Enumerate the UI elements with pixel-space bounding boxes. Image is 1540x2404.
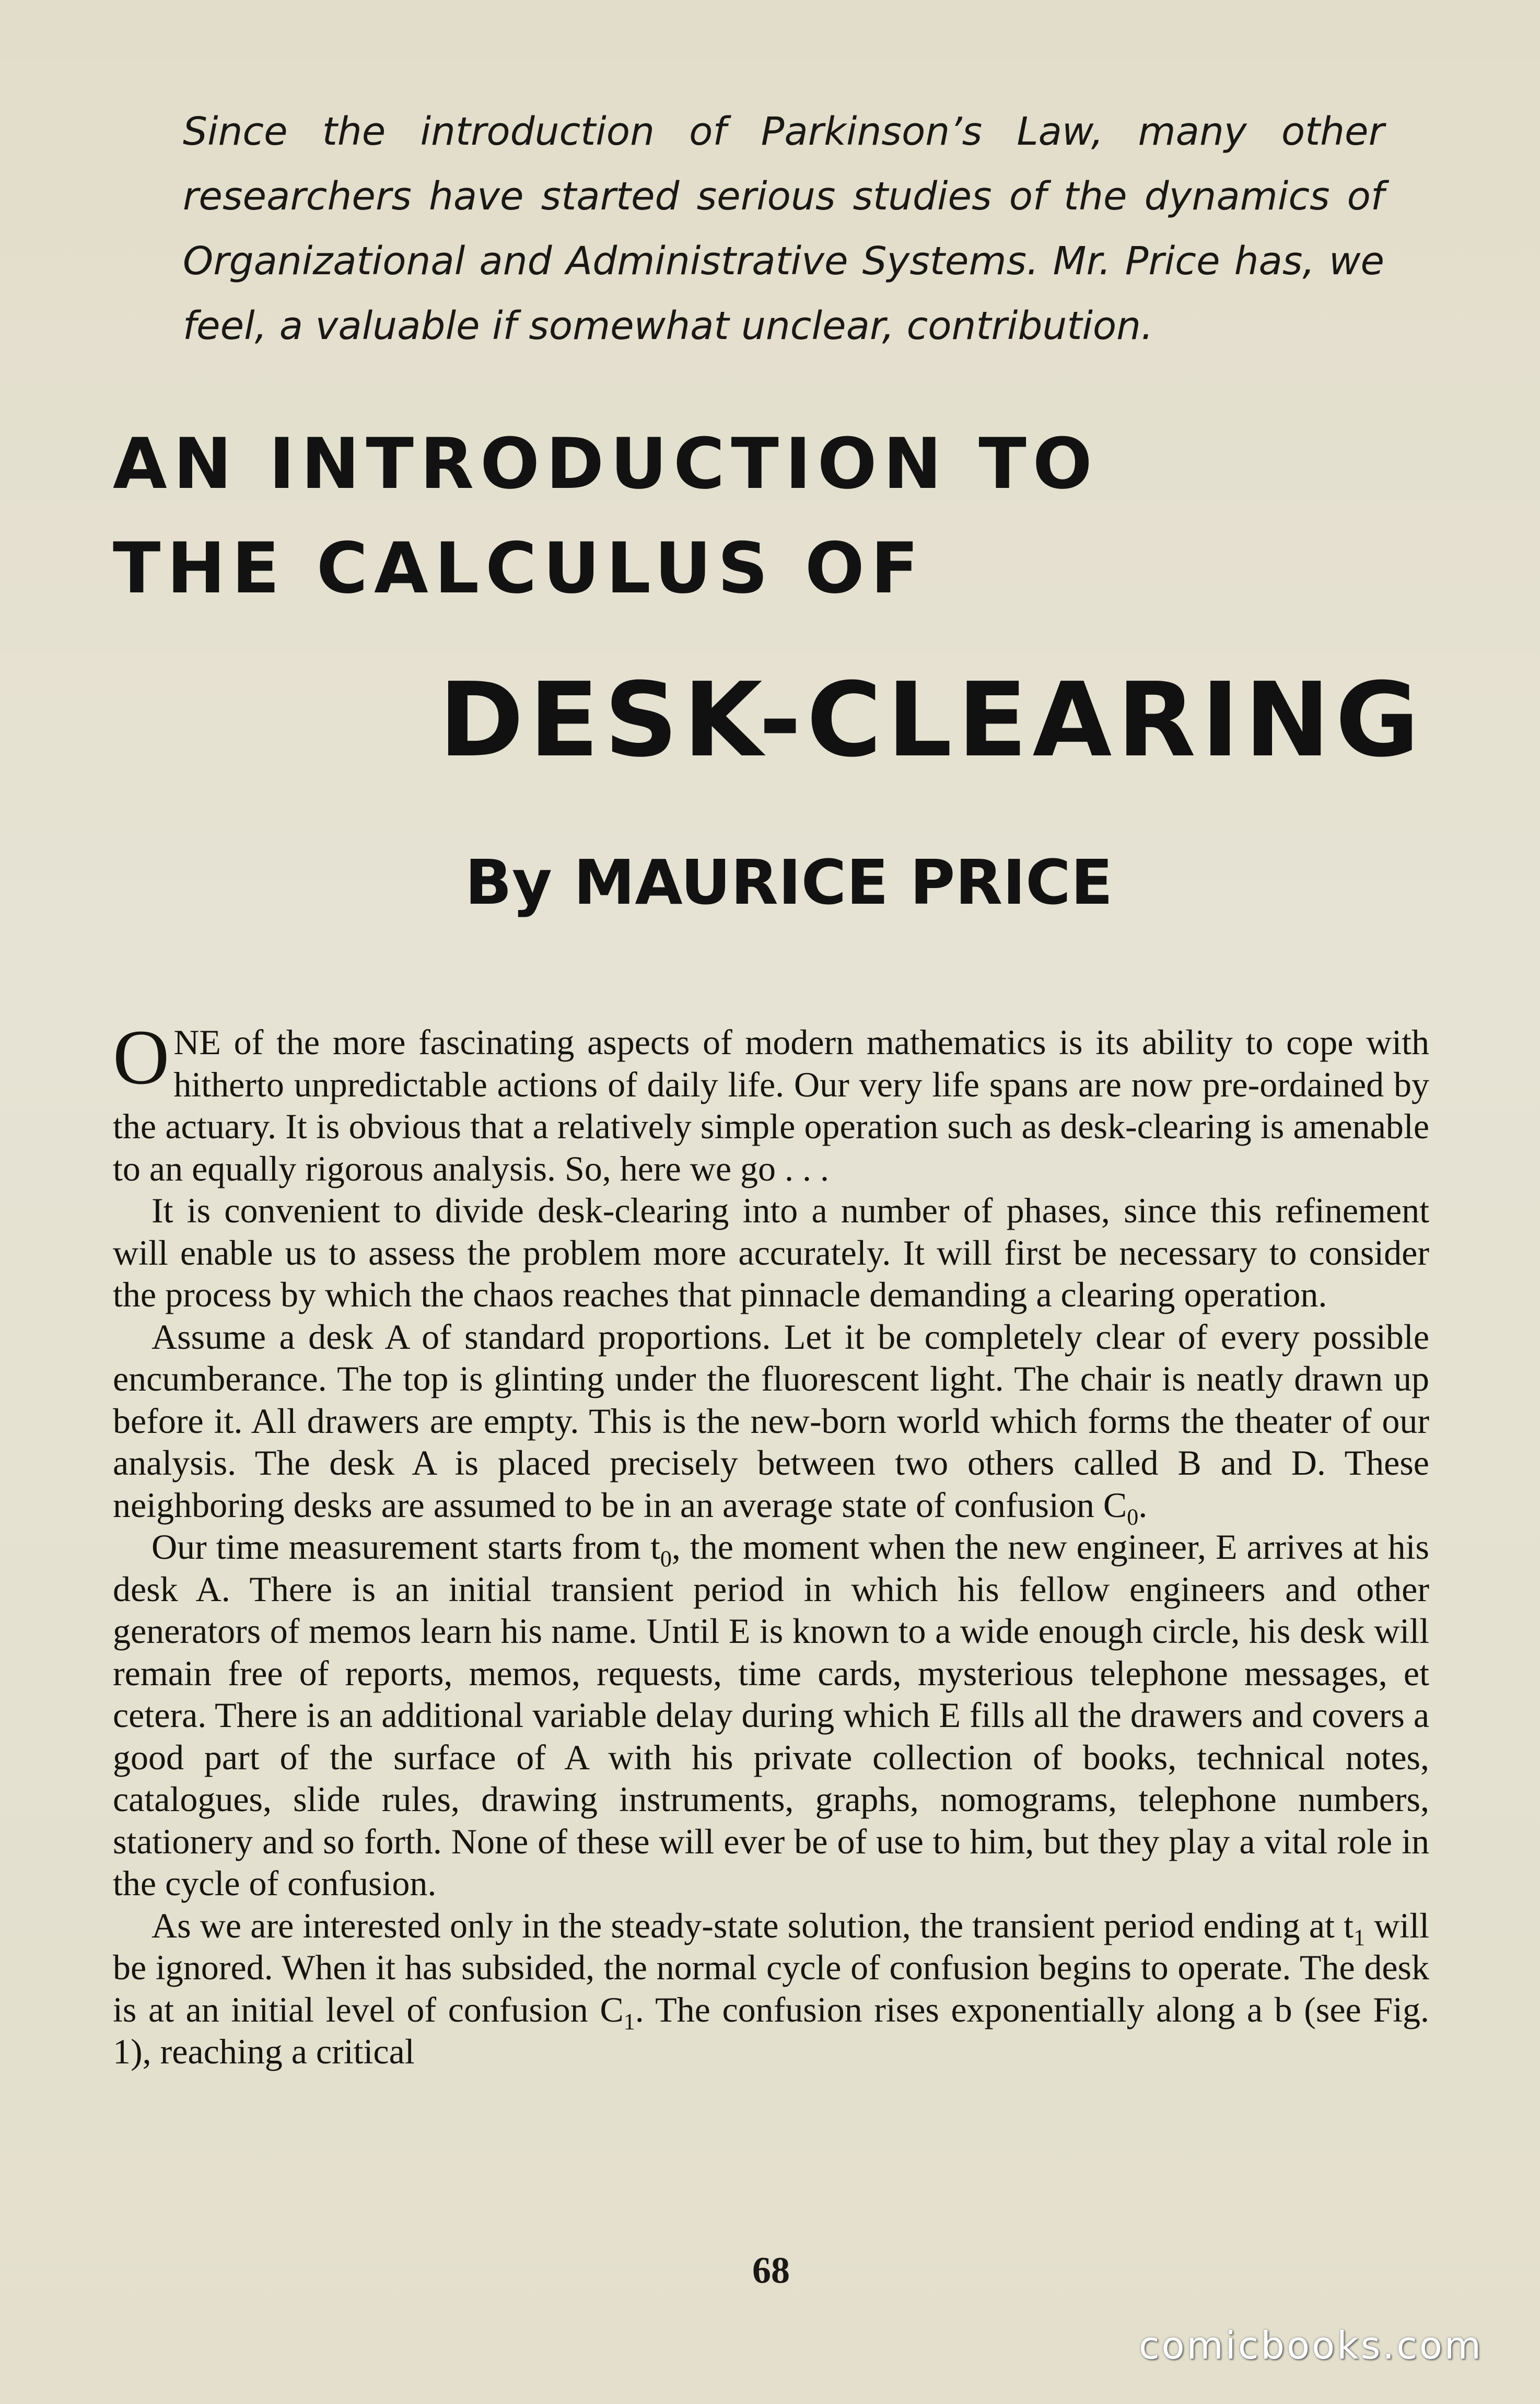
page-number: 68 xyxy=(752,2249,790,2291)
subscript: 1 xyxy=(1354,1924,1365,1951)
paragraph-4-text-a: Our time measurement starts from t xyxy=(151,1527,660,1567)
paragraph-4 xyxy=(113,1526,1429,1905)
drop-cap: O xyxy=(113,1014,170,1101)
paragraph-4-text-b: , the moment when the new engineer, E arrives at his desk A. There is an initial transient period in which his fellow engineers and other generators of memos learn his name. Until E is known to a wide enough circle, his desk will remain free of reports, memos, requests, time cards, mysterious telephone messages, et cetera. There is an additional variable delay during which E fills all the drawers and covers a good part of the surface of A with his private collection of books, technical notes, catalogues, slide rules, drawing instruments, graphs, nomograms, telephone numbers, stationery and so forth. None of these will ever be of use to him, but they play a vital role in the cycle of confusion. xyxy=(113,1527,1430,1903)
paragraph-1-text: NE of the more fascinating aspects of modern mathematics is its ability to cope with hitherto unpredictable actions of daily life. Our very life spans are now pre-ordained by the actuary. It is obvious that a relatively simple operation such as desk-clearing is amenable to an equally rigorous analysis. So, here we go . . . xyxy=(113,1022,1429,1188)
title-line-1: AN INTRODUCTION TO xyxy=(113,423,1099,505)
paragraph-3 xyxy=(113,1316,1429,1530)
paragraph-2: It is convenient to divide desk-clearing into a number of phases, since this refinement will enable us to assess the problem more accurately. It will first be necessary to consider the process by which the chaos reaches that pinnacle demanding a clearing operation. xyxy=(113,1191,1429,1314)
editorial-intro: Since the introduction of Parkinson’s Law, many other researchers have started serious studies of the dynamics of Organizational and Administrative Systems. Mr. Price has, we feel, a valuable if somewhat unclear, contribution. xyxy=(183,109,1384,348)
paragraph-3-end: . xyxy=(1138,1485,1148,1525)
subscript: 0 xyxy=(660,1546,672,1572)
title-line-2: THE CALCULUS OF xyxy=(113,528,925,609)
paragraph-3-text: Assume a desk A of standard proportions. Let it be completely clear of every possible encumberance. The top is glinting under the fluorescent light. The chair is neatly drawn up before it. All drawers are empty. This is the new-born world which forms the theater of our analysis. The desk A is placed precisely between two others called B and D. These neighboring desks are assumed to be in an average state of confusion C xyxy=(113,1316,1429,1525)
subscript: 0 xyxy=(1127,1504,1139,1530)
watermark: comicbooks.com xyxy=(1139,2324,1484,2367)
paragraph-1 xyxy=(113,1014,1429,1189)
subscript: 1 xyxy=(623,2009,635,2035)
paragraph-5 xyxy=(113,1905,1429,2073)
main-title: DESK-CLEARING xyxy=(439,661,1425,780)
paragraph-5-text-b: will be ignored. When it has subsided, the normal cycle of confusion begins to operate. The desk is at an initial level of confusion C xyxy=(113,1905,1429,2029)
paragraph-5-text-a: As we are interested only in the steady-state solution, the transient period ending at t xyxy=(151,1905,1354,1945)
paragraph-5-text-c: . The confusion rises exponentially along a b (see Fig. 1), reaching a critical xyxy=(113,1989,1429,2071)
byline: By MAURICE PRICE xyxy=(465,846,1113,918)
article-body xyxy=(113,1014,1430,2073)
